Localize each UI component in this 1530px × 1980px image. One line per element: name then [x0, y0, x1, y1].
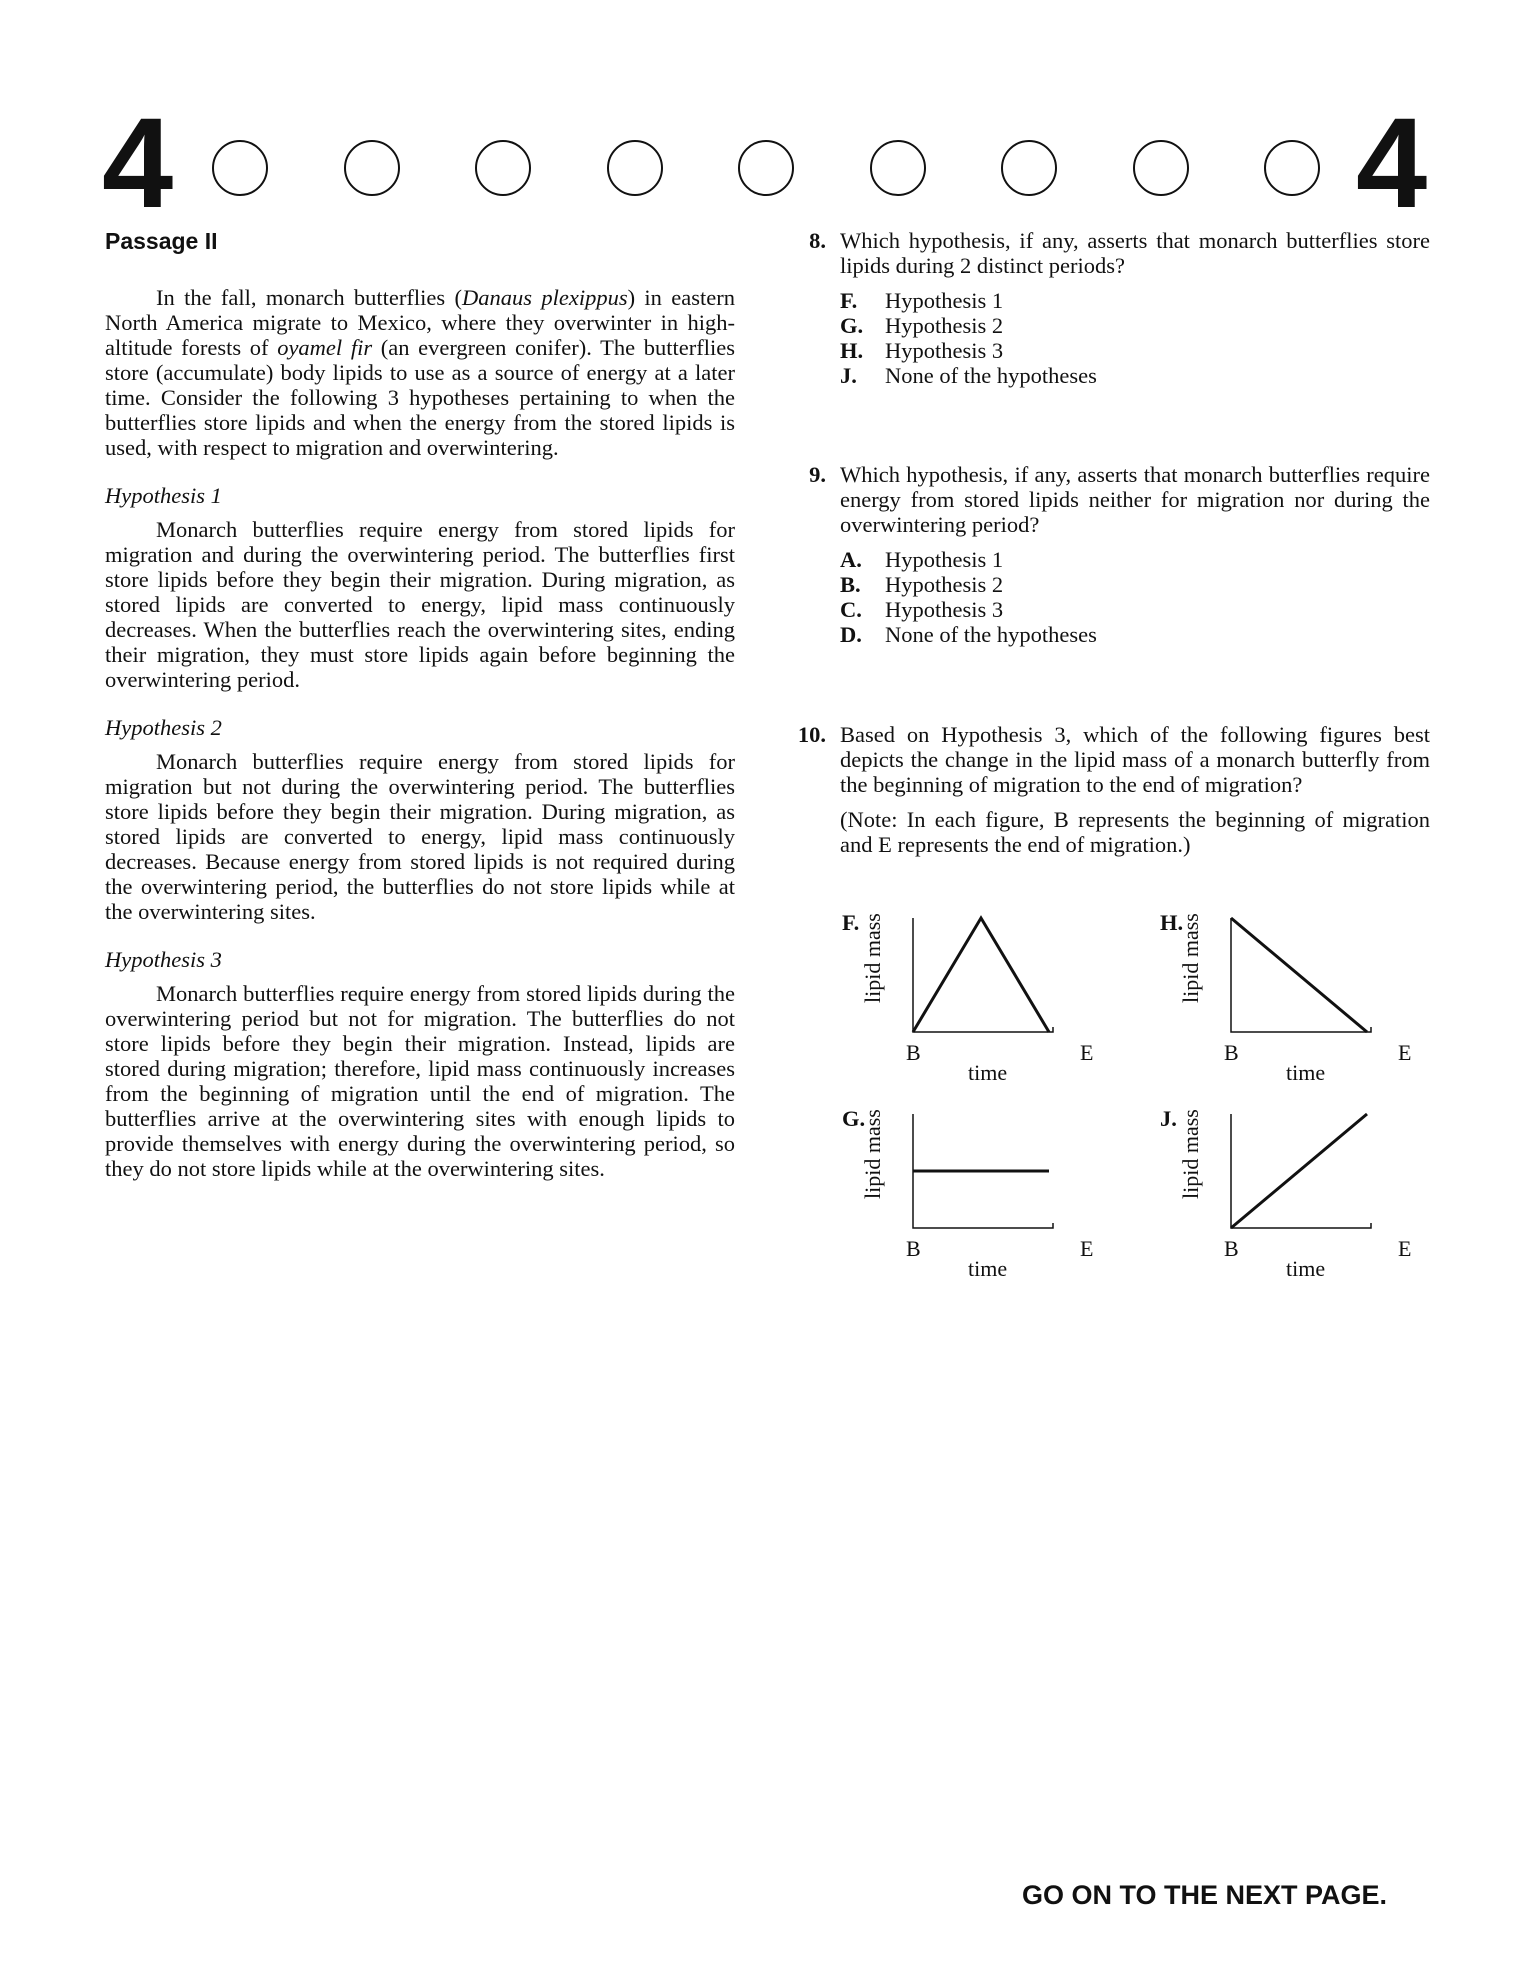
answer-option-g[interactable] [840, 313, 1430, 338]
option-text: None of the hypotheses [885, 363, 1097, 388]
go-on-footer: GO ON TO THE NEXT PAGE. [1022, 1880, 1388, 1910]
figure-letter: H. [1160, 910, 1184, 935]
option-letter: D. [840, 622, 862, 647]
x-axis-label: time [1286, 1256, 1326, 1281]
x-axis-label: time [968, 1256, 1008, 1281]
intro-text: (an evergreen conifer). The butterflies store (accumulate) body lipids to use as a source of energy at a later time. Consider the following 3 hypotheses pertaining to when the butterflies store lipids and when the energy from the stored lipids is used, with respect to migration and overwintering. [105, 335, 735, 460]
figure-g [840, 1104, 1140, 1294]
passage-title: Passage II [105, 228, 218, 254]
option-letter: H. [840, 338, 864, 363]
answer-option-a[interactable] [840, 547, 1430, 572]
figure-axes [913, 918, 1053, 1032]
figure-letter: J. [1160, 1106, 1177, 1131]
answer-options [840, 547, 1430, 647]
answer-option-c[interactable] [840, 597, 1430, 622]
header-circle [212, 140, 268, 196]
section-number-right: 4 [1356, 92, 1428, 235]
option-text: Hypothesis 1 [885, 547, 1004, 572]
x-tick-label-b: B [1224, 1236, 1239, 1261]
figure-f [840, 908, 1140, 1098]
x-axis-label: time [968, 1060, 1008, 1085]
question-note: (Note: In each figure, B represents the beginning of migration and E represents the end of migration.) [840, 807, 1430, 857]
option-text: Hypothesis 1 [885, 288, 1004, 313]
hypothesis-3-title: Hypothesis 3 [105, 947, 222, 972]
header-circle [475, 140, 531, 196]
header-circle-row [212, 140, 1320, 196]
x-axis-label: time [1286, 1060, 1326, 1085]
answer-option-d[interactable] [840, 622, 1430, 647]
header-circle [870, 140, 926, 196]
option-letter: B. [840, 572, 861, 597]
option-letter: J. [840, 363, 857, 388]
question-9 [790, 462, 1430, 647]
lipid-mass-line [1231, 1114, 1367, 1228]
hypothesis-2-text: Monarch butterflies require energy from stored lipids for migration but not during the overwintering period. The butterflies store lipids before they begin their migration. During migration, as stored lipids are converted to energy, lipid mass continuously decreases. Because energy from stored lipids is not required during the overwintering period, the butterflies do not store lipids while at the overwintering sites. [105, 749, 735, 924]
question-text: Which hypothesis, if any, asserts that monarch butterflies store lipids during 2 distinct periods? [840, 228, 1430, 278]
x-tick-label-e: E [1080, 1040, 1094, 1065]
option-letter: A. [840, 547, 862, 572]
question-number: 10. [797, 722, 826, 747]
answer-figures [840, 908, 1440, 1288]
header-circle [607, 140, 663, 196]
option-text: Hypothesis 2 [885, 572, 1004, 597]
italic-term: oyamel fir [277, 335, 373, 360]
hypothesis-2-title: Hypothesis 2 [105, 715, 222, 740]
question-8 [790, 228, 1430, 388]
header-circle [738, 140, 794, 196]
option-text: Hypothesis 3 [885, 597, 1004, 622]
italic-term: Danaus plexippus [462, 285, 628, 310]
answer-option-j[interactable] [840, 363, 1430, 388]
x-tick-label-e: E [1080, 1236, 1094, 1261]
answer-option-f[interactable] [840, 288, 1430, 313]
x-tick-label-b: B [906, 1040, 921, 1065]
option-letter: G. [840, 313, 864, 338]
y-axis-label: lipid mass [1178, 1109, 1203, 1199]
answer-option-b[interactable] [840, 572, 1430, 597]
option-text: Hypothesis 2 [885, 313, 1004, 338]
header-circle [344, 140, 400, 196]
y-axis-label: lipid mass [860, 1109, 885, 1199]
figure-j [1158, 1104, 1458, 1294]
x-tick-label-b: B [1224, 1040, 1239, 1065]
lipid-mass-line [1231, 918, 1367, 1032]
y-axis-label: lipid mass [860, 913, 885, 1003]
intro-text: ) in eastern North America migrate to Mexico, where they overwinter in high-altitude forests of [105, 285, 735, 360]
option-text: Hypothesis 3 [885, 338, 1004, 363]
x-tick-label-b: B [906, 1236, 921, 1261]
question-text: Which hypothesis, if any, asserts that monarch butterflies require energy from stored lipids neither for migration nor during the overwintering period? [840, 462, 1430, 537]
question-10 [790, 722, 1430, 857]
figure-h [1158, 908, 1458, 1098]
question-number: 9. [809, 462, 826, 487]
intro-text: In the fall, monarch butterflies ( [156, 285, 462, 310]
option-text: None of the hypotheses [885, 622, 1097, 647]
passage-column [105, 228, 735, 1204]
option-letter: C. [840, 597, 862, 622]
passage-intro [105, 285, 735, 460]
figure-letter: G. [842, 1106, 866, 1131]
question-number: 8. [809, 228, 826, 253]
answer-options [840, 288, 1430, 388]
question-text: Based on Hypothesis 3, which of the following figures best depicts the change in the lipid mass of a monarch butterfly from the beginning of migration to the end of migration? [840, 722, 1430, 797]
figure-letter: F. [842, 910, 860, 935]
lipid-mass-line [913, 918, 1049, 1032]
option-letter: F. [840, 288, 858, 313]
hypothesis-1-text: Monarch butterflies require energy from stored lipids for migration and during the overwintering period. The butterflies first store lipids before they begin their migration. During migration, as stored lipids are converted to energy, lipid mass continuously decreases. When the butterflies reach the overwintering sites, ending their migration, they must store lipids again before beginning the overwintering period. [105, 517, 735, 692]
hypothesis-3-text: Monarch butterflies require energy from stored lipids during the overwintering period but not for migration. The butterflies do not store lipids before they begin their migration. Instead, lipids are stored during migration; therefore, lipid mass continuously increases from the beginning of migration until the end of migration. The butterflies arrive at the overwintering sites with enough lipids to provide themselves with energy during the overwintering period, so they do not store lipids while at the overwintering sites. [105, 981, 735, 1181]
y-axis-label: lipid mass [1178, 913, 1203, 1003]
answer-option-h[interactable] [840, 338, 1430, 363]
header-circle [1133, 140, 1189, 196]
header-circle [1001, 140, 1057, 196]
x-tick-label-e: E [1398, 1040, 1412, 1065]
hypothesis-1-title: Hypothesis 1 [105, 483, 222, 508]
section-number-left: 4 [102, 92, 174, 235]
header-circle [1264, 140, 1320, 196]
x-tick-label-e: E [1398, 1236, 1412, 1261]
